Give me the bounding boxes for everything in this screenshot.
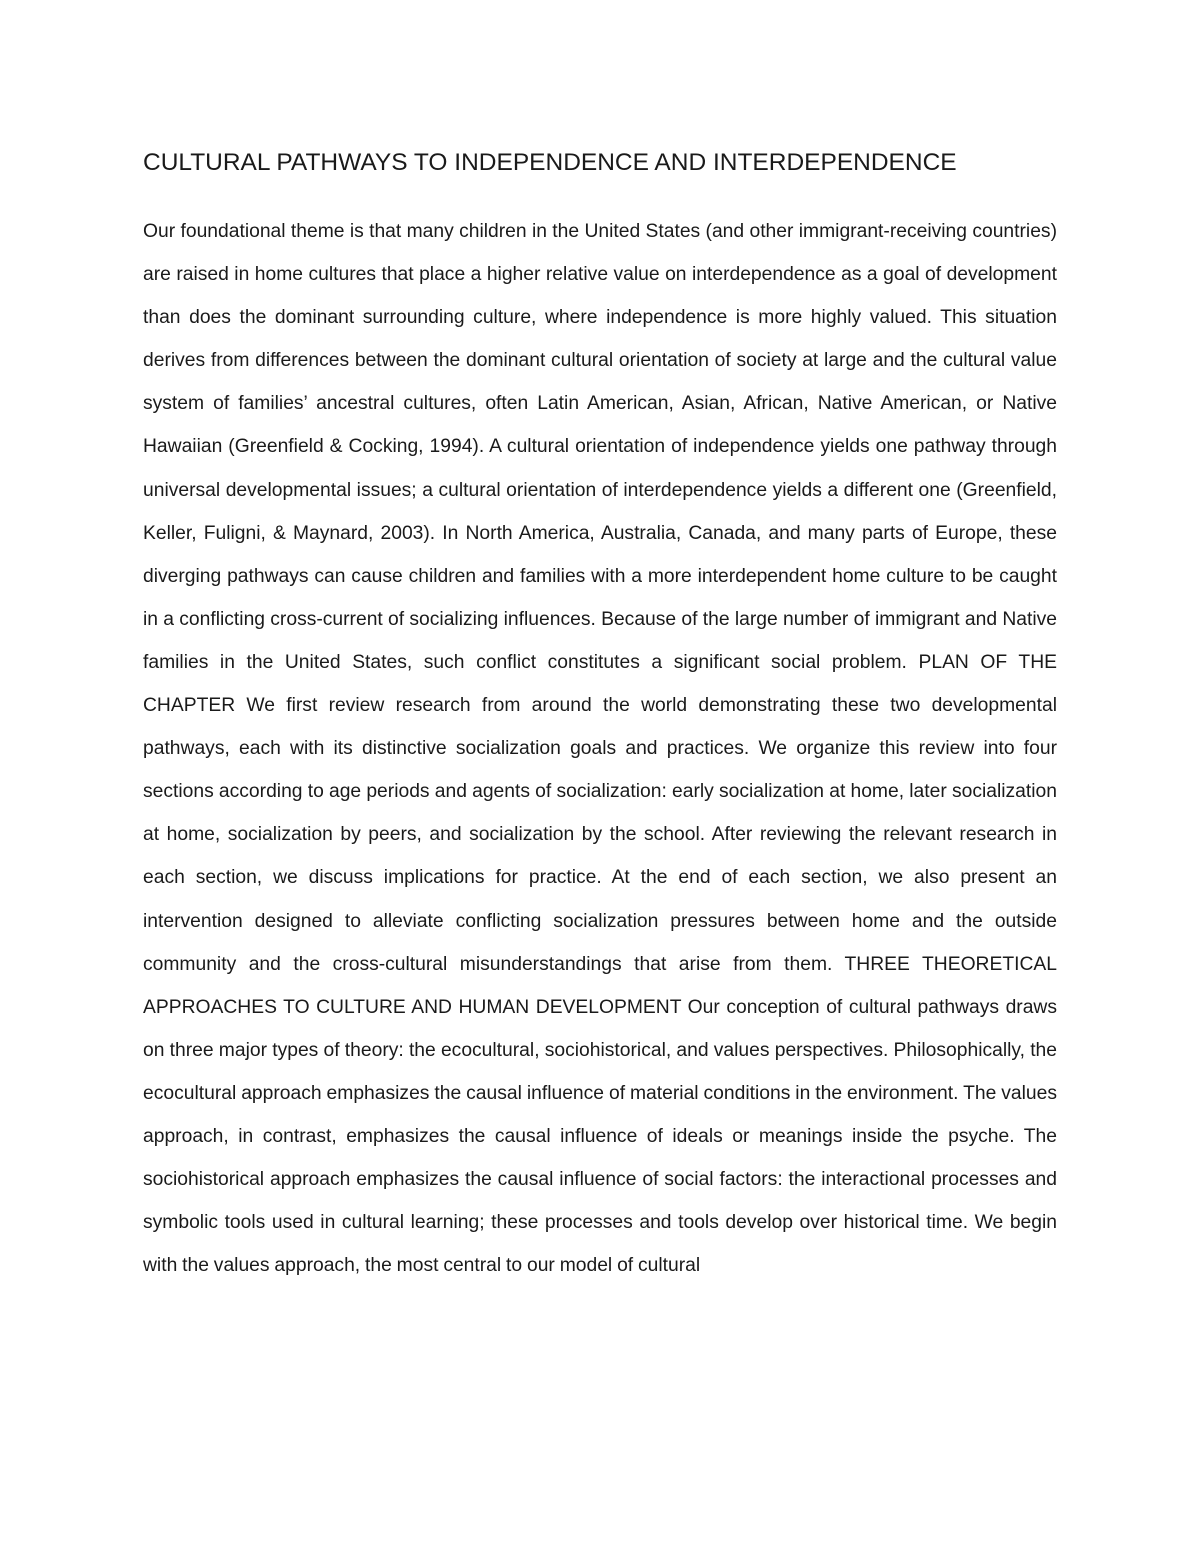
- document-body-paragraph: Our foundational theme is that many children in the United States (and other immigrant-receiving countries) are raised in home cultures that place a higher relative value on interdependence as a goal of development than does the dominant surrounding culture, where independence is more highly valued. This situation derives from differences between the dominant cultural orientation of society at large and the cultural value system of families’ ancestral cultures, often Latin American, Asian, African, Native American, or Native Hawaiian (Greenfield & Cocking, 1994). A cultural orientation of independence yields one pathway through universal developmental issues; a cultural orientation of interdependence yields a different one (Greenfield, Keller, Fuligni, & Maynard, 2003). In North America, Australia, Canada, and many parts of Europe, these diverging pathways can cause children and families with a more interdependent home culture to be caught in a conflicting cross-current of socializing influences. Because of the large number of immigrant and Native families in the United States, such conflict constitutes a significant social problem. PLAN OF THE CHAPTER We first review research from around the world demonstrating these two developmental pathways, each with its distinctive socialization goals and practices. We organize this review into four sections according to age periods and agents of socialization: early socialization at home, later socialization at home, socialization by peers, and socialization by the school. After reviewing the relevant research in each section, we discuss implications for practice. At the end of each section, we also present an intervention designed to alleviate conflicting socialization pressures between home and the outside community and the cross-cultural misunderstandings that arise from them. THREE THEORETICAL APPROACHES TO CULTURE AND HUMAN DEVELOPMENT Our conception of cultural pathways draws on three major types of theory: the ecocultural, sociohistorical, and values perspectives. Philosophically, the ecocultural approach emphasizes the causal influence of material conditions in the environment. The values approach, in contrast, emphasizes the causal influence of ideals or meanings inside the psyche. The sociohistorical approach emphasizes the causal influence of social factors: the interactional processes and symbolic tools used in cultural learning; these processes and tools develop over historical time. We begin with the values approach, the most central to our model of cultural: [143, 221, 1057, 1277]
- document-title: CULTURAL PATHWAYS TO INDEPENDENCE AND INTERDEPENDENCE: [143, 149, 957, 176]
